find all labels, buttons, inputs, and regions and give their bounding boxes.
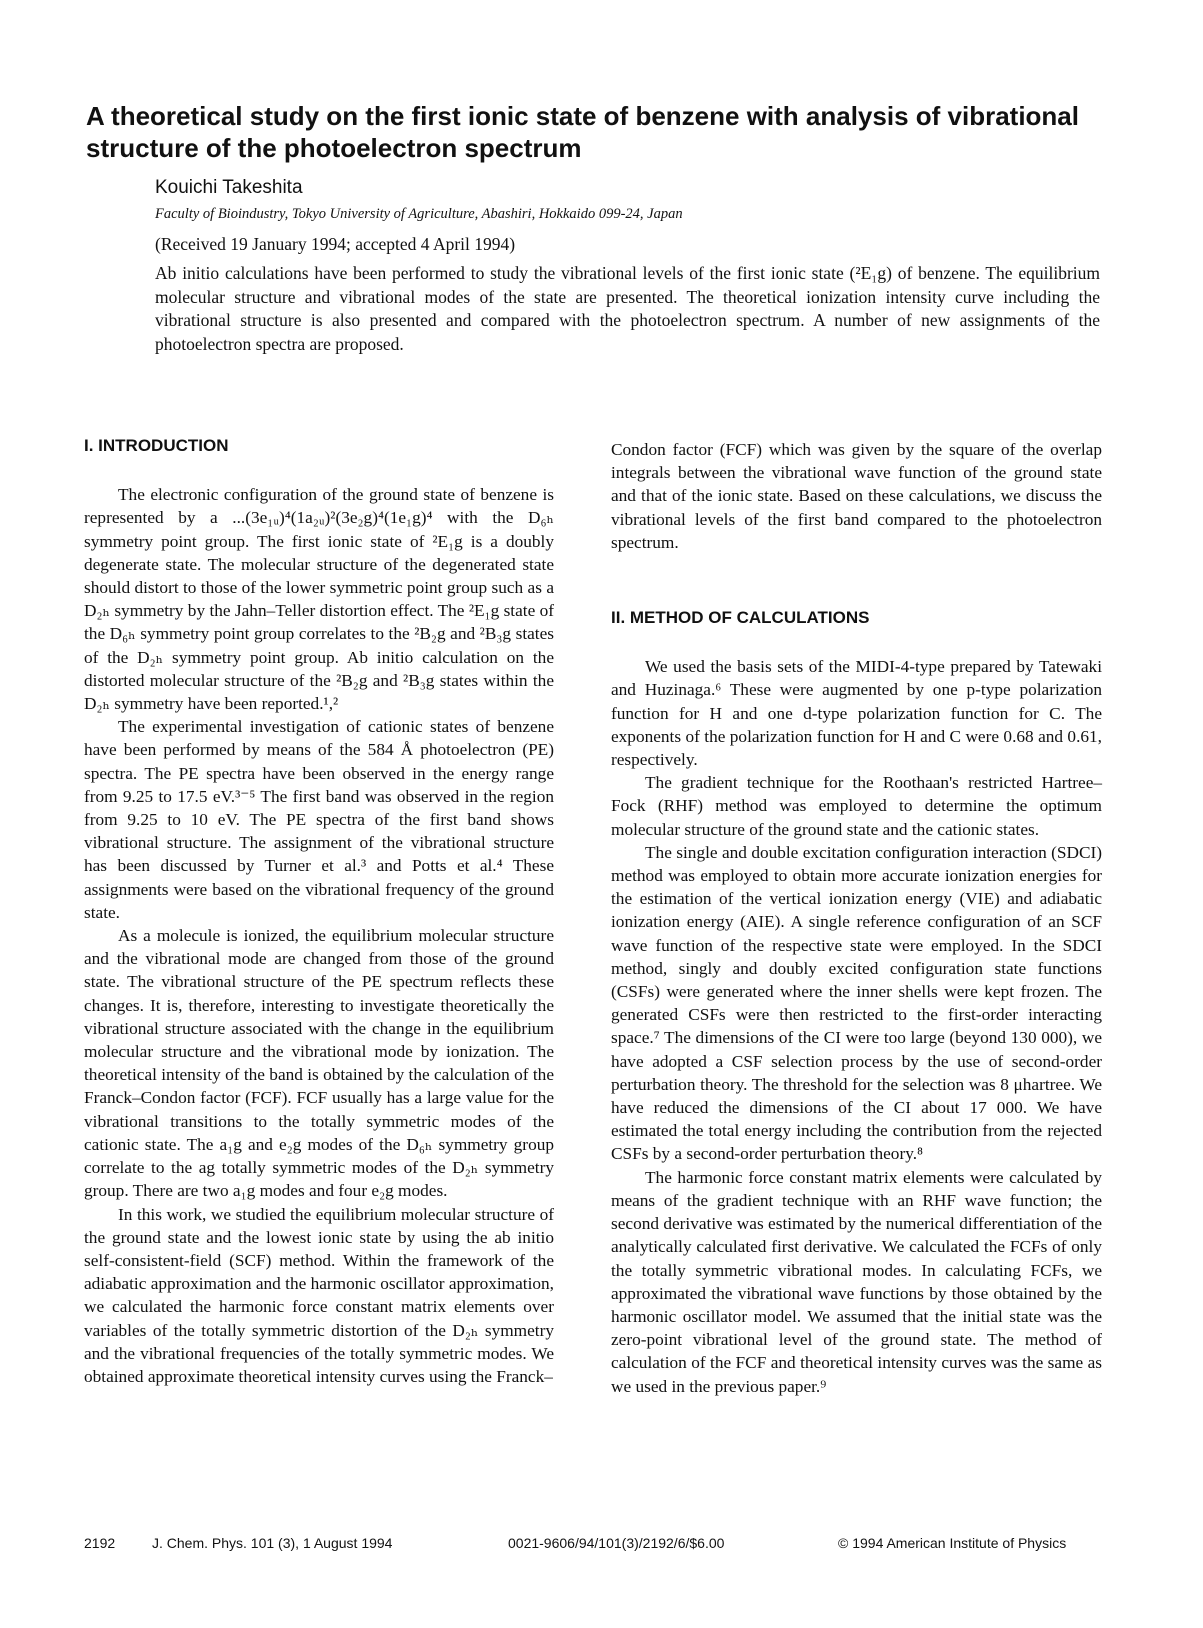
author-affiliation: Faculty of Bioindustry, Tokyo University of Agriculture, Abashiri, Hokkaido 099-24, Japan [155,206,683,222]
intro-paragraph-3: As a molecule is ionized, the equilibrium molecular structure and the vibrational mode are changed from those of the ground state. The vibrational structure of the PE spectrum reflects these changes. It is, therefore, interesting to investigate theoretically the vibrational structure associated with the change in the equilibrium molecular structure and the vibrational mode by ionization. The theoretical intensity of the band is obtained by the calculation of the Franck–Condon factor (FCF). FCF usually has a large value for the vibrational transitions to the totally symmetric modes of the cationic state. The a₁g and e₂g modes of the D₆ₕ symmetry group correlate to the ag totally symmetric modes of the D₂ₕ symmetry group. There are two a₁g modes and four e₂g modes. [84,926,554,1201]
method-paragraph-4: The harmonic force constant matrix elements were calculated by means of the gradient technique with an RHF wave function; the second derivative was estimated by the numerical differentiation of the analytically calculated first derivative. We calculated the FCFs of only the totally symmetric vibrational modes. In calculating FCFs, we approximated the vibrational wave functions by those obtained by the harmonic oscillator model. We assumed that the initial state was the zero-point vibrational level of the ground state. The method of calculation of the FCF and theoretical intensity curves was the same as we used in the previous paper.⁹ [611,1167,1102,1396]
method-paragraph-3: The single and double excitation configuration interaction (SDCI) method was employed to obtain more accurate ionization energies for the estimation of the vertical ionization energy (VIE) and adiabatic ionization energy (AIE). A single reference configuration of an SCF wave function of the respective state were employed. In the SDCI method, singly and doubly excited configuration state functions (CSFs) were generated where the inner shells were kept frozen. The generated CSFs were then restricted to the first-order interacting space.⁷ The dimensions of the CI were too large (beyond 130 000), we have adopted a CSF selection process by the use of second-order perturbation theory. The threshold for the selection was 8 μhartree. We have reduced the dimensions of the CI about 17 000. We have estimated the total energy including the contribution from the rejected CSFs by a second-order perturbation theory.⁸ [611,842,1102,1164]
left-column [84,434,554,1388]
received-dates: (Received 19 January 1994; accepted 4 April 1994) [155,234,516,254]
copyright: © 1994 American Institute of Physics [838,1535,1067,1551]
page-number: 2192 [84,1535,116,1551]
article-code: 0021-9606/94/101(3)/2192/6/$6.00 [508,1535,725,1551]
abstract: Ab initio calculations have been performed to study the vibrational levels of the first ionic state (²E₁g) of benzene. The equilibrium molecular structure and vibrational modes of the state are presented. The theoretical ionization intensity curve including the vibrational structure is also presented and compared with the photoelectron spectrum. A number of new assignments of the photoelectron spectra are proposed. [155,263,1100,354]
intro-paragraph-1: The electronic configuration of the ground state of benzene is represented by a ...(3e₁ᵤ)⁴(1a₂ᵤ)²(3e₂g)⁴(1e₁g)⁴ with the D₆ₕ symmetry point group. The first ionic state of ²E₁g is a doubly degenerate state. The molecular structure of the degenerated state should distort to those of the lower symmetric point group such as a D₂ₕ symmetry by the Jahn–Teller distortion effect. The ²E₁g state of the D₆ₕ symmetry point group correlates to the ²B₂g and ²B₃g states of the D₂ₕ symmetry point group. Ab initio calculation on the distorted molecular structure of the ²B₂g and ²B₃g states within the D₂ₕ symmetry have been reported.¹,² [84,485,554,714]
intro-paragraph-2: The experimental investigation of cationic states of benzene have been performed by means of the 584 Å photoelectron (PE) spectra. The PE spectra have been observed in the energy range from 9.25 to 17.5 eV.³⁻⁵ The first band was observed in the region from 9.25 to 10 eV. The PE spectra of the first band shows vibrational structure. The assignment of the vibrational structure has been discussed by Turner et al.³ and Potts et al.⁴ These assignments were based on the vibrational frequency of the ground state. [84,717,554,922]
intro-paragraph-4-continued: Condon factor (FCF) which was given by the square of the overlap integrals between the vibrational wave function of the ground state and that of the ionic state. Based on these calculations, we discuss the vibrational levels of the first band compared to the photoelectron spectrum. [611,440,1102,552]
paper-title: A theoretical study on the first ionic state of benzene with analysis of vibrational structure of the photoelectron spectrum [86,101,1079,163]
journal-citation: J. Chem. Phys. 101 (3), 1 August 1994 [152,1535,393,1551]
method-paragraph-2: The gradient technique for the Roothaan's restricted Hartree–Fock (RHF) method was employed to determine the optimum molecular structure of the ground state and the cationic states. [611,773,1102,839]
method-paragraph-1: We used the basis sets of the MIDI-4-type prepared by Tatewaki and Huzinaga.⁶ These were augmented by one p-type polarization function for H and one d-type polarization function for C. The exponents of the polarization function for H and C were 0.68 and 0.61, respectively. [611,657,1102,770]
section-heading-introduction: I. INTRODUCTION [84,436,229,455]
section-heading-method: II. METHOD OF CALCULATIONS [611,608,870,628]
page-footer [0,1535,1203,1559]
right-column [611,438,1102,1398]
author-name: Kouichi Takeshita [155,177,303,198]
intro-paragraph-4: In this work, we studied the equilibrium molecular structure of the ground state and the lowest ionic state by using the ab initio self-consistent-field (SCF) method. Within the framework of the adiabatic approximation and the harmonic oscillator approximation, we calculated the harmonic force constant matrix elements over variables of the totally symmetric distortion of the D₂ₕ symmetry and the vibrational frequencies of the totally symmetric modes. We obtained approximate theoretical intensity curves using the Franck– [84,1204,554,1386]
